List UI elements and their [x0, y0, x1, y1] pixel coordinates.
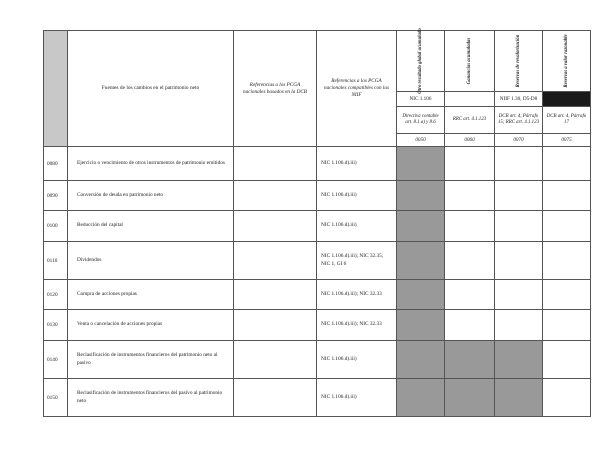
row-code: 0090: [44, 181, 68, 211]
row-description: Dividendos: [68, 242, 234, 280]
col-ref2-0075: DCB art. 4, Párrafo 17: [543, 107, 591, 134]
value-cell[interactable]: [445, 147, 495, 181]
col-ref1-0070: NIIF 1.30, D5-D8: [495, 92, 543, 107]
table-row: [44, 280, 591, 310]
value-cell[interactable]: [495, 147, 543, 181]
row-ref-niif: NIC 1.106.d).iii): [317, 211, 397, 242]
table-row: [44, 211, 591, 242]
col-title-0050: Otro resultado global acumulado: [397, 31, 445, 92]
row-code: 0140: [44, 341, 68, 379]
value-cell[interactable]: [543, 310, 591, 341]
col-title-0075: Reservas a valor razonable: [543, 31, 591, 92]
row-code: 0100: [44, 211, 68, 242]
value-cell[interactable]: [445, 181, 495, 211]
shaded-cell: [397, 341, 445, 379]
col-title-0060: Ganancias acumuladas: [445, 31, 495, 92]
shaded-cell: [495, 379, 543, 417]
ref-niif-header: Referencias a los PCGA nacionales compatibles con las NIIF: [317, 31, 397, 147]
col-title-0070: Reservas de revalorización: [495, 31, 543, 92]
value-cell[interactable]: [543, 181, 591, 211]
col-code-0075: 0075: [543, 134, 591, 147]
value-cell[interactable]: [445, 310, 495, 341]
row-code: 0150: [44, 379, 68, 417]
row-code-header-cell: [44, 31, 68, 147]
row-ref-niif: NIC 1.106.d).iii): [317, 181, 397, 211]
row-ref-local: [234, 211, 317, 242]
row-ref-niif: NIC 1.106.d).iii): [317, 147, 397, 181]
shaded-cell: [397, 242, 445, 280]
row-ref-niif: NIC 1.106.d).iii): [317, 341, 397, 379]
value-cell[interactable]: [543, 379, 591, 417]
shaded-cell: [397, 181, 445, 211]
col-code-0050: 0050: [397, 134, 445, 147]
shaded-cell: [445, 341, 495, 379]
col-ref2-0060: RRC art. 4.1.123: [445, 107, 495, 134]
row-ref-local: [234, 280, 317, 310]
col-ref1-0050: NIC 1.106: [397, 92, 445, 107]
row-description: Ejercicio o vencimiento de otros instrumentos de patrimonio emitidos: [68, 147, 234, 181]
row-ref-niif: NIC 1.106.d).iii); NIC 32.33: [317, 310, 397, 341]
value-cell[interactable]: [543, 147, 591, 181]
row-description: Reducción del capital: [68, 211, 234, 242]
row-description: Conversión de deuda en patrimonio neto: [68, 181, 234, 211]
row-ref-niif: NIC 1.106.d).iii): [317, 379, 397, 417]
equity-changes-table: [43, 30, 590, 417]
col-ref2-0070: DCB art. 4, Párrafo 15; RRC art. 4.1.123: [495, 107, 543, 134]
row-description: Venta o cancelación de acciones propias: [68, 310, 234, 341]
shaded-cell: [495, 341, 543, 379]
row-description: Reclasificación de instrumentos financieros del pasivo al patrimonio neto: [68, 379, 234, 417]
row-description: Compra de acciones propias: [68, 280, 234, 310]
value-cell[interactable]: [445, 242, 495, 280]
shaded-cell: [397, 147, 445, 181]
shaded-cell: [397, 310, 445, 341]
value-cell[interactable]: [495, 280, 543, 310]
row-ref-local: [234, 147, 317, 181]
shaded-cell: [397, 211, 445, 242]
shaded-cell: [397, 379, 445, 417]
row-description: Reclasificación de instrumentos financieros del patrimonio neto al pasivo: [68, 341, 234, 379]
ref-local-header: Referencias a los PCGA nacionales basados en la DCB: [234, 31, 317, 147]
row-ref-local: [234, 341, 317, 379]
value-cell[interactable]: [495, 310, 543, 341]
row-code: 0130: [44, 310, 68, 341]
value-cell[interactable]: [543, 280, 591, 310]
row-ref-local: [234, 181, 317, 211]
row-code: 0110: [44, 242, 68, 280]
row-code: 0080: [44, 147, 68, 181]
col-ref1-0075-dark: [543, 92, 591, 107]
col-ref1-0060: [445, 92, 495, 107]
value-cell[interactable]: [445, 211, 495, 242]
value-cell[interactable]: [495, 211, 543, 242]
row-ref-niif: NIC 1.106.d).iii); NIC 32.35; NIC 1, GI 6: [317, 242, 397, 280]
table-row: [44, 379, 591, 417]
table-row: [44, 310, 591, 341]
table-row: [44, 181, 591, 211]
value-cell[interactable]: [495, 242, 543, 280]
value-cell[interactable]: [495, 181, 543, 211]
row-code: 0120: [44, 280, 68, 310]
col-ref2-0050: Directiva contable art. 8.1.a) y 8.6: [397, 107, 445, 134]
row-ref-local: [234, 242, 317, 280]
row-ref-local: [234, 379, 317, 417]
col-code-0060: 0060: [445, 134, 495, 147]
row-ref-local: [234, 310, 317, 341]
value-cell[interactable]: [445, 280, 495, 310]
main-title-header: Fuentes de los cambios en el patrimonio neto: [68, 31, 234, 147]
value-cell[interactable]: [543, 341, 591, 379]
row-ref-niif: NIC 1.106.d).iii); NIC 32.33: [317, 280, 397, 310]
col-code-0070: 0070: [495, 134, 543, 147]
value-cell[interactable]: [543, 211, 591, 242]
shaded-cell: [397, 280, 445, 310]
table-row: [44, 341, 591, 379]
table-row: [44, 147, 591, 181]
table-row: [44, 242, 591, 280]
shaded-cell: [445, 379, 495, 417]
value-cell[interactable]: [543, 242, 591, 280]
